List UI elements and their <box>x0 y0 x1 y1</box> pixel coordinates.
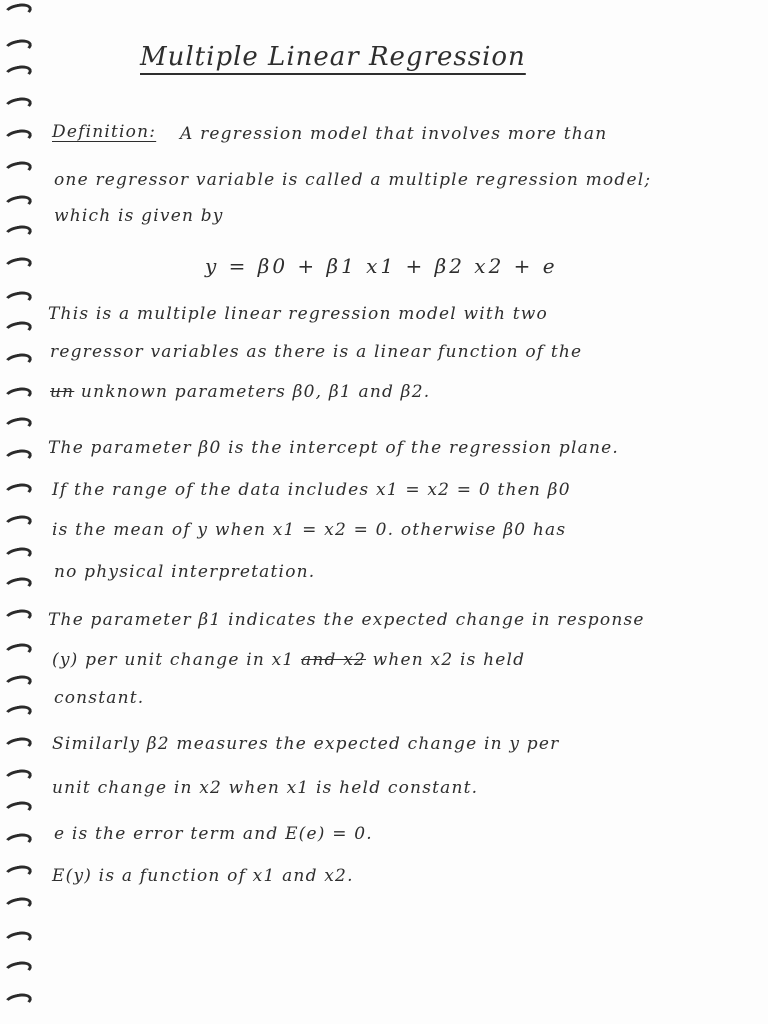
para1-line-3 <box>50 382 430 402</box>
para1-line-3-text: unknown parameters β0, β1 and β2. <box>80 382 431 402</box>
definition-line-1: A regression model that involves more than <box>180 124 608 144</box>
struck-words: and x2 <box>301 650 367 670</box>
para2-line-2: If the range of the data includes x1 = x2 = 0 then β0 <box>52 480 571 500</box>
para4-line-2: unit change in x2 when x1 is held constant. <box>52 778 479 798</box>
para4-line-1: Similarly β2 measures the expected change in y per <box>52 734 560 754</box>
struck-word: un <box>50 382 75 402</box>
para3-line-2-start: (y) per unit change in x1 <box>52 650 295 670</box>
model-equation: y = β0 + β1 x1 + β2 x2 + e <box>205 254 558 278</box>
para3-line-2 <box>52 650 525 670</box>
para3-line-1: The parameter β1 indicates the expected change in response <box>48 610 645 630</box>
spiral-binding <box>0 0 40 1024</box>
para3-line-2-end: when x2 is held <box>372 650 526 670</box>
para2-line-1: The parameter β0 is the intercept of the regression plane. <box>48 438 619 458</box>
para5-line-2: E(y) is a function of x1 and x2. <box>52 866 354 886</box>
definition-line-3: which is given by <box>54 206 224 226</box>
para1-line-1: This is a multiple linear regression model with two <box>48 304 548 324</box>
para3-line-3: constant. <box>54 688 145 708</box>
para1-line-2: regressor variables as there is a linear function of the <box>50 342 583 362</box>
page-title: Multiple Linear Regression <box>140 42 526 72</box>
para5-line-1: e is the error term and E(e) = 0. <box>54 824 373 844</box>
para2-line-3: is the mean of y when x1 = x2 = 0. otherwise β0 has <box>52 520 567 540</box>
definition-label: Definition: <box>52 122 157 142</box>
para2-line-4: no physical interpretation. <box>54 562 316 582</box>
definition-line-2: one regressor variable is called a multiple regression model; <box>54 170 652 190</box>
